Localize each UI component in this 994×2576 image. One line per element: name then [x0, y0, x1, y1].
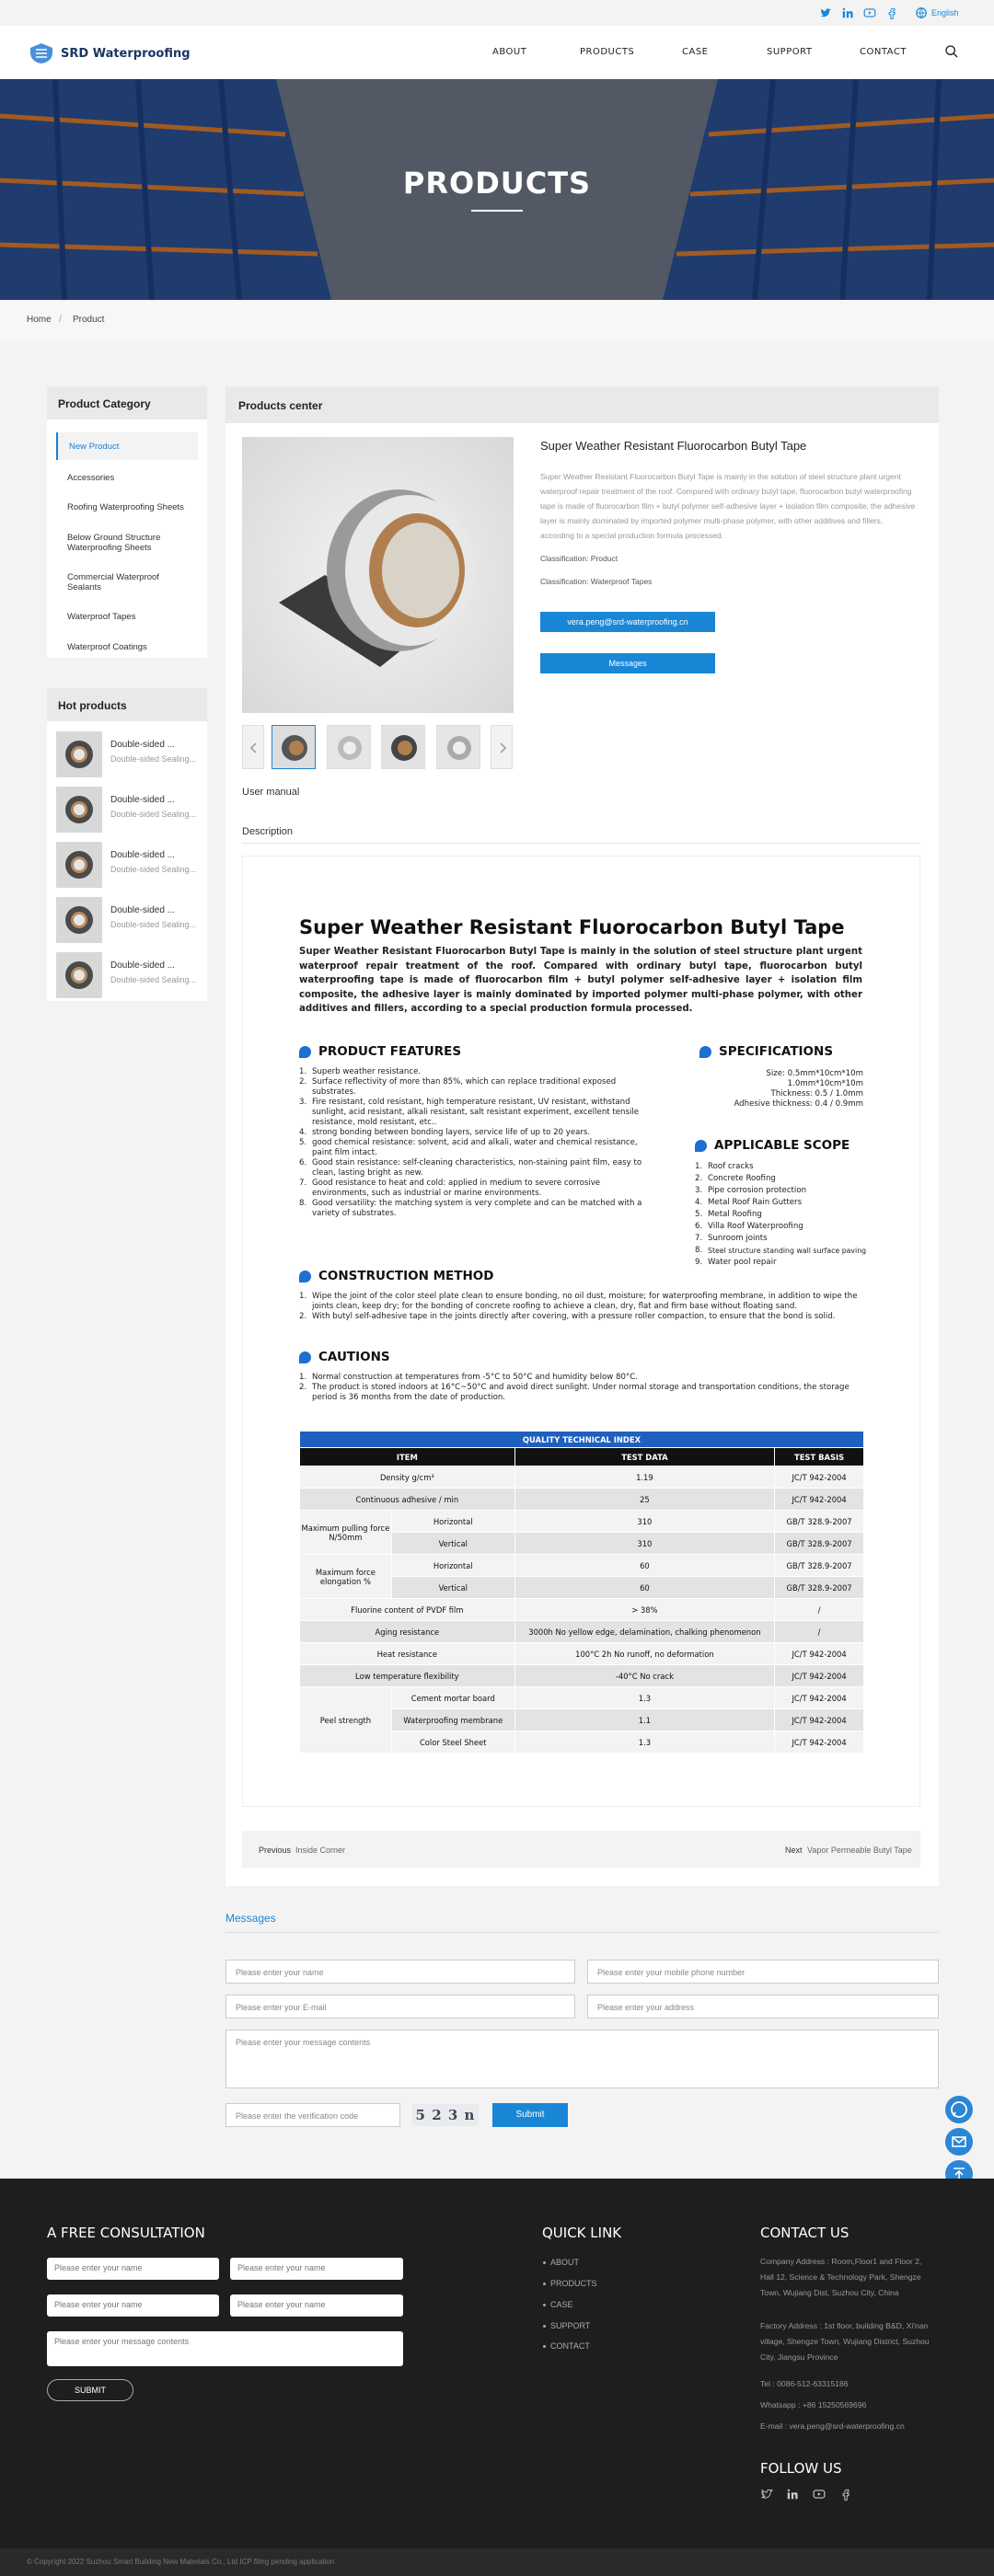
section-bullet-icon: [299, 1271, 311, 1282]
scope-text: Sunroom joints: [708, 1234, 768, 1243]
divider: [225, 1932, 939, 1933]
table-cell: JC/T 942-2004: [775, 1665, 864, 1687]
bullet: [543, 2261, 546, 2264]
table-cell: /: [775, 1621, 864, 1643]
table-cell: Cement mortar board: [391, 1687, 514, 1709]
top-bar: [0, 0, 994, 26]
feature-text: Good versatility: the matching system is very complete and can be matched with a variety of substrates.: [312, 1199, 642, 1218]
hot-product-name: Double-sided ...: [110, 795, 176, 805]
table-cell: Fluorine content of PVDF film: [300, 1599, 515, 1621]
thumbnail-3[interactable]: [381, 725, 425, 769]
table-cell: 25: [514, 1489, 774, 1511]
messages-title: Messages: [225, 1912, 276, 1925]
nav-case[interactable]: CASE: [682, 47, 709, 57]
whatsapp-float-button[interactable]: [945, 2096, 973, 2123]
scope-text: Roof cracks: [708, 1162, 754, 1171]
table-cell: GB/T 328.9-2007: [775, 1511, 864, 1533]
table-row: [300, 1665, 864, 1687]
list-item: 5. Metal Roofing: [695, 1210, 762, 1219]
list-item: 2. With butyl self-adhesive tape in the joints directly after covering, with a pressure roller compaction, to ensure that the bond is solid.: [299, 1312, 836, 1321]
caution-text: Normal construction at temperatures from -5°C to 50°C and humidity below 80°C.: [312, 1373, 638, 1382]
thumb-prev-button[interactable]: [242, 725, 264, 769]
twitter-icon[interactable]: [819, 6, 832, 19]
specs-list: [734, 1069, 863, 1110]
scope-title: APPLICABLE SCOPE: [714, 1138, 850, 1153]
footer-link-support[interactable]: SUPPORT: [550, 2321, 591, 2330]
hot-product-name: Double-sided ...: [110, 850, 176, 860]
hot-product-image: [56, 842, 102, 888]
products-center-title: Products center: [238, 399, 323, 412]
bullet: [543, 2325, 546, 2328]
construction-text: With butyl self-adhesive tape in the joints directly after covering, with a pressure roller compaction, to ensure that the bond is solid.: [312, 1312, 836, 1321]
spec-title: SPECIFICATIONS: [719, 1044, 834, 1059]
hot-product-name: Double-sided ...: [110, 960, 176, 971]
factory-address: Factory Address : 1st floor, building B&D, Xi'nan village, Shengze Town, Wujiang District, Suzhou City, Jiangsu Province: [760, 2321, 930, 2362]
footer-submit-button[interactable]: SUBMIT: [47, 2379, 133, 2401]
hot-product-item[interactable]: [56, 787, 198, 833]
prev-next-pager: [242, 1831, 920, 1868]
category-title: Product Category: [58, 397, 151, 410]
email-input[interactable]: Please enter your E-mail: [225, 1995, 575, 2018]
phone-input[interactable]: Please enter your mobile phone number: [587, 1960, 939, 1984]
hot-product-sub: Double-sided Sealing...: [110, 865, 197, 874]
contact-title: CONTACT US: [760, 2225, 850, 2241]
table-cell: GB/T 328.9-2007: [775, 1577, 864, 1599]
site-header: [0, 26, 994, 79]
table-cell: Vertical: [391, 1533, 514, 1555]
description-tab[interactable]: Description: [242, 826, 294, 837]
scope-list: [695, 1161, 879, 1269]
hot-product-image: [56, 897, 102, 943]
footer-link-products[interactable]: PRODUCTS: [550, 2279, 597, 2288]
cautions-title: CAUTIONS: [318, 1350, 390, 1364]
search-icon[interactable]: [944, 44, 959, 59]
table-cell: Maximum pulling force N/50mm: [300, 1511, 392, 1555]
category-new-product[interactable]: [56, 432, 198, 460]
table-cell: JC/T 942-2004: [775, 1466, 864, 1489]
whatsapp-icon: [945, 2096, 973, 2123]
table-cell: Horizontal: [391, 1511, 514, 1533]
thumb-next-button[interactable]: [491, 725, 513, 769]
message-textarea[interactable]: Please enter your message contents: [225, 2030, 939, 2088]
table-row: [300, 1466, 864, 1489]
footer-name-input-2[interactable]: Please enter your name: [230, 2258, 403, 2280]
list-item: 8. Steel structure standing wall surface paving: [695, 1246, 867, 1255]
bullet: [543, 2283, 546, 2285]
scope-text: Steel structure standing wall surface paving: [708, 1247, 867, 1255]
caution-text: The product is stored indoors at 16°C~50°C and avoid direct sunlight. Under normal storage and transportation conditions, the storage period is 36 months from the date of production.: [312, 1383, 850, 1402]
table-cell: Maximum force elongation %: [300, 1555, 392, 1599]
breadcrumb-current: Product: [73, 315, 105, 325]
language-link[interactable]: English: [931, 8, 959, 17]
cautions-list: [299, 1373, 862, 1403]
table-cell: JC/T 942-2004: [775, 1687, 864, 1709]
table-cell: 1.3: [514, 1687, 774, 1709]
spec-heading: [699, 1044, 833, 1059]
contact-whatsapp: Whatsapp : +86 15250569696: [760, 2400, 867, 2409]
feature-text: good chemical resistance: solvent, acid and alkali, water and chemical resistance, paint film intact.: [312, 1138, 638, 1157]
table-cell: Color Steel Sheet: [391, 1731, 514, 1754]
list-item: 2. Surface reflectivity of more than 85%, which can replace traditional exposed substrates.: [299, 1077, 649, 1098]
category-below-ground[interactable]: Below Ground Structure Waterproofing Sheets: [67, 533, 161, 553]
breadcrumb: [0, 300, 994, 340]
bullet: [543, 2304, 546, 2306]
breadcrumb-home[interactable]: Home: [27, 315, 52, 325]
list-item: 1. Normal construction at temperatures from -5°C to 50°C and humidity below 80°C.: [299, 1373, 638, 1382]
tech-index-table: [299, 1431, 864, 1754]
mail-icon: [945, 2128, 973, 2156]
feature-text: Good resistance to heat and cold: applied in medium to severe corrosive environments, such as industrial or marine environments.: [312, 1179, 601, 1198]
spec-item: 1.0mm*10cm*10m: [787, 1079, 863, 1088]
scope-text: Villa Roof Waterproofing: [708, 1222, 803, 1231]
doc-title: Super Weather Resistant Fluorocarbon Butyl Tape: [299, 916, 845, 938]
products-center-header: [225, 386, 939, 423]
hot-product-image: [56, 787, 102, 833]
table-cell: -40°C No crack: [514, 1665, 774, 1687]
scope-heading: [695, 1138, 850, 1153]
nav-products[interactable]: PRODUCTS: [580, 47, 635, 57]
hot-product-item[interactable]: [56, 842, 198, 888]
list-item: 2. Concrete Roofing: [695, 1174, 776, 1183]
table-row: [300, 1511, 864, 1533]
hot-product-item[interactable]: [56, 952, 198, 998]
list-item: 6. Good stain resistance: self-cleaning characteristics, non-staining paint film, easy to clean, lasting bright as new.: [299, 1158, 649, 1179]
features-heading: [299, 1044, 461, 1059]
list-item: 4. strong bonding between bonding layers, service life of up to 20 years.: [299, 1128, 591, 1137]
feature-text: strong bonding between bonding layers, service life of up to 20 years.: [312, 1128, 591, 1137]
next-link[interactable]: Vapor Permeable Butyl Tape: [807, 1846, 912, 1855]
scope-text: Pipe corrosion protection: [708, 1186, 807, 1195]
logo[interactable]: [29, 42, 191, 64]
footer-message-textarea[interactable]: Please enter your message contents: [47, 2331, 403, 2366]
copyright-bar: [0, 2548, 994, 2576]
category-header: [47, 386, 207, 420]
list-item: 7. Good resistance to heat and cold: applied in medium to severe corrosive environments, such as industrial or marine environments.: [299, 1179, 649, 1199]
captcha-image[interactable]: 5 2 3 n: [412, 2104, 479, 2126]
logo-text: SRD Waterproofing: [61, 46, 191, 61]
follow-title: FOLLOW US: [760, 2460, 842, 2477]
list-item: 7. Sunroom joints: [695, 1234, 768, 1243]
list-item: 8. Good versatility: the matching system is very complete and can be matched with a variety of substrates.: [299, 1199, 649, 1219]
table-cell: 60: [514, 1555, 774, 1577]
hot-product-name: Double-sided ...: [110, 740, 176, 750]
table-cell: 1.3: [514, 1731, 774, 1754]
hot-product-sub: Double-sided Sealing...: [110, 920, 197, 929]
table-cell: > 38%: [514, 1599, 774, 1621]
table-row: [300, 1643, 864, 1665]
table-cell: Heat resistance: [300, 1643, 515, 1665]
scope-text: Metal Roofing: [708, 1210, 762, 1219]
category-roofing[interactable]: Roofing Waterproofing Sheets: [67, 502, 184, 512]
divider: [242, 843, 920, 844]
company-address: Company Address : Room,Floor1 and Floor 2, Hall 12, Science & Technology Park, Shengze Town, Wujiang Dist, Suzhou City, China: [760, 2257, 922, 2297]
features-title: PRODUCT FEATURES: [318, 1044, 462, 1059]
classification-product: Classification: Product: [540, 554, 618, 563]
table-cell: Continuous adhesive / min: [300, 1489, 515, 1511]
category-tapes[interactable]: Waterproof Tapes: [67, 612, 136, 622]
category-accessories[interactable]: Accessories: [67, 473, 115, 483]
table-cell: JC/T 942-2004: [775, 1731, 864, 1754]
construction-heading: [299, 1269, 493, 1283]
table-cell: 310: [514, 1533, 774, 1555]
hot-product-image: [56, 731, 102, 777]
hero-banner: [0, 79, 994, 300]
table-cell: JC/T 942-2004: [775, 1489, 864, 1511]
section-bullet-icon: [695, 1140, 707, 1152]
site-footer: [0, 2179, 994, 2576]
nav-contact[interactable]: CONTACT: [860, 47, 907, 57]
table-cell: /: [775, 1599, 864, 1621]
table-cell: Aging resistance: [300, 1621, 515, 1643]
feature-text: Surface reflectivity of more than 85%, which can replace traditional exposed substrates.: [312, 1077, 617, 1097]
list-item: 3. Fire resistant, cold resistant, high temperature resistant, UV resistant, withstand sunlight, acid resistant, alkali resistant, salt resistant experiment, excellent tensile resistance, mold resistant, etc..: [299, 1098, 649, 1128]
table-header: TEST DATA: [514, 1448, 774, 1466]
table-cell: 1.19: [514, 1466, 774, 1489]
table-header: ITEM: [300, 1448, 515, 1466]
hot-product-item[interactable]: [56, 897, 198, 943]
table-cell: 310: [514, 1511, 774, 1533]
email-button[interactable]: vera.peng@srd-waterproofing.cn: [540, 612, 715, 632]
table-cell: Waterproofing membrane: [391, 1709, 514, 1731]
doc-intro: Super Weather Resistant Fluorocarbon Butyl Tape is mainly in the solution of steel structure plant urgent waterproof repair treatment of the roof. Compared with ordinary butyl tape, fluorocarbon butyl waterproofing tape is made of fluorocarbon film + butyl polymer self-adhesive layer + isolation film composite, the adhesive layer is mainly dominated by imported polymer multi-phase polymer, with other additives and fillers, according to a special production formula processed.: [299, 947, 862, 1014]
logo-icon: [29, 42, 53, 64]
table-row: [300, 1621, 864, 1643]
category-label: New Product: [69, 442, 120, 452]
product-description: Super Weather Resistant Fluorocarbon Butyl Tape is mainly in the solution of steel structure plant urgent waterproof repair treatment of the roof. Compared with ordinary butyl tape, fluorocarbon butyl waterproofing tape is made of fluorocarbon film + butyl polymer self-adhesive layer + isolation film composite, the adhesive layer is mainly dominated by imported polymer multi-phase polymer, with other additives and fillers, according to a special production formula processed.: [540, 472, 916, 540]
submit-button[interactable]: Submit: [492, 2103, 568, 2127]
spec-item: Size: 0.5mm*10cm*10m: [766, 1069, 863, 1078]
product-main-image[interactable]: [242, 437, 514, 713]
hot-product-image: [56, 952, 102, 998]
twitter-icon[interactable]: [760, 2488, 773, 2501]
construction-text: Wipe the joint of the color steel plate clean to ensure bonding, no oil dust, moisture; for waterproofing membrane, in addition to wipe the joints clean, keep dry; for the bonding of concrete roofing to achieve a clean, dry, flat and firm base without floating sand.: [312, 1292, 858, 1311]
hot-product-sub: Double-sided Sealing...: [110, 810, 197, 819]
list-item: 2. The product is stored indoors at 16°C~50°C and avoid direct sunlight. Under normal storage and transportation conditions, the storage period is 36 months from the date of production.: [299, 1383, 862, 1403]
product-title: Super Weather Resistant Fluorocarbon Butyl Tape: [540, 439, 807, 453]
features-list: [299, 1067, 649, 1219]
category-sealants[interactable]: Commercial Waterproof Sealants: [67, 572, 159, 592]
linkedin-icon[interactable]: [841, 6, 854, 19]
hero-title: PRODUCTS: [402, 166, 592, 201]
table-cell: JC/T 942-2004: [775, 1643, 864, 1665]
table-row: [300, 1687, 864, 1709]
feature-text: Superb weather resistance.: [312, 1067, 422, 1076]
construction-list: [299, 1292, 862, 1322]
scope-text: Concrete Roofing: [708, 1174, 776, 1183]
hot-product-name: Double-sided ...: [110, 905, 176, 915]
email-float-button[interactable]: [945, 2128, 973, 2156]
table-cell: Low temperature flexibility: [300, 1665, 515, 1687]
list-item: 4. Metal Roof Rain Gutters: [695, 1198, 803, 1207]
verification-input[interactable]: Please enter the verification code: [225, 2103, 400, 2127]
footer-link-about[interactable]: ABOUT: [550, 2258, 580, 2267]
prev-link[interactable]: Inside Corner: [295, 1846, 346, 1855]
table-row: [300, 1555, 864, 1577]
section-bullet-icon: [699, 1046, 711, 1058]
list-item: 1. Superb weather resistance.: [299, 1067, 422, 1076]
table-row: [300, 1489, 864, 1511]
hot-title: Hot products: [58, 699, 127, 712]
list-item: 5. good chemical resistance: solvent, acid and alkali, water and chemical resistance, paint film intact.: [299, 1138, 649, 1158]
footer-name-input-4[interactable]: Please enter your name: [230, 2294, 403, 2317]
next-label: Next: [785, 1846, 803, 1855]
table-cell: GB/T 328.9-2007: [775, 1555, 864, 1577]
copyright-text: © Copyright 2022 Suzhou Smart Building New Materials Co., Ltd ICP filing pending application: [27, 2558, 335, 2566]
table-cell: 100°C 2h No runoff, no deformation: [514, 1643, 774, 1665]
category-coatings[interactable]: Waterproof Coatings: [67, 642, 147, 652]
user-manual-tab[interactable]: User manual: [242, 787, 300, 798]
hot-product-sub: Double-sided Sealing...: [110, 754, 197, 764]
youtube-icon[interactable]: [863, 6, 876, 19]
scope-text: Metal Roof Rain Gutters: [708, 1198, 803, 1207]
construction-title: CONSTRUCTION METHOD: [318, 1269, 494, 1283]
list-item: 6. Villa Roof Waterproofing: [695, 1222, 803, 1231]
hot-product-item[interactable]: [56, 731, 198, 777]
facebook-icon[interactable]: [885, 6, 898, 19]
prev-label: Previous: [259, 1846, 292, 1855]
scope-text: Water pool repair: [708, 1258, 777, 1267]
feature-text: Good stain resistance: self-cleaning characteristics, non-staining paint film, easy to clean, lasting bright as new.: [312, 1158, 642, 1178]
hero-divider: [471, 210, 523, 212]
spec-item: Adhesive thickness: 0.4 / 0.9mm: [734, 1099, 863, 1109]
quick-link-title: QUICK LINK: [542, 2225, 622, 2241]
table-cell: JC/T 942-2004: [775, 1709, 864, 1731]
facebook-icon[interactable]: [839, 2488, 852, 2501]
table-row: [300, 1599, 864, 1621]
footer-name-input[interactable]: Please enter your name: [47, 2258, 219, 2280]
hot-header: [47, 688, 207, 721]
hot-product-sub: Double-sided Sealing...: [110, 975, 197, 984]
footer-link-contact[interactable]: CONTACT: [550, 2341, 590, 2351]
list-item: 1. Roof cracks: [695, 1162, 754, 1171]
table-cell: 3000h No yellow edge, delamination, chalking phenomenon: [514, 1621, 774, 1643]
name-input[interactable]: Please enter your name: [225, 1960, 575, 1984]
breadcrumb-separator: /: [59, 315, 62, 325]
table-header: TEST BASIS: [775, 1448, 864, 1466]
list-item: 3. Pipe corrosion protection: [695, 1186, 807, 1195]
table-cell: Vertical: [391, 1577, 514, 1599]
address-input[interactable]: Please enter your address: [587, 1995, 939, 2018]
bullet: [543, 2345, 546, 2348]
nav-about[interactable]: ABOUT: [492, 47, 527, 57]
messages-button[interactable]: Messages: [540, 653, 715, 673]
globe-icon[interactable]: [915, 6, 928, 19]
footer-name-input-3[interactable]: Please enter your name: [47, 2294, 219, 2317]
contact-email[interactable]: E-mail : vera.peng@srd-waterproofing.cn: [760, 2421, 905, 2431]
section-bullet-icon: [299, 1046, 311, 1058]
feature-text: Fire resistant, cold resistant, high temperature resistant, UV resistant, withstand sunlight, acid resistant, alkali resistant, salt resistant experiment, excellent tensile resistance, mold resistant, etc..: [312, 1098, 640, 1127]
footer-link-case[interactable]: CASE: [550, 2300, 573, 2309]
section-bullet-icon: [299, 1351, 311, 1363]
table-cell: 60: [514, 1577, 774, 1599]
linkedin-icon[interactable]: [786, 2488, 799, 2501]
list-item: 1. Wipe the joint of the color steel plate clean to ensure bonding, no oil dust, moisture; for waterproofing membrane, in addition to wipe the joints clean, keep dry; for the bonding of concrete roofing to achieve a clean, dry, flat and firm base without floating sand.: [299, 1292, 862, 1312]
cautions-heading: [299, 1350, 390, 1364]
thumbnail-2[interactable]: [327, 725, 371, 769]
table-cell: 1.1: [514, 1709, 774, 1731]
spec-item: Thickness: 0.5 / 1.0mm: [770, 1089, 863, 1098]
youtube-icon[interactable]: [813, 2488, 826, 2501]
thumbnail-4[interactable]: [436, 725, 480, 769]
nav-support[interactable]: SUPPORT: [767, 47, 813, 57]
consult-title: A FREE CONSULTATION: [47, 2225, 205, 2241]
table-title: QUALITY TECHNICAL INDEX: [300, 1432, 864, 1448]
table-cell: Peel strength: [300, 1687, 392, 1754]
list-item: 9. Water pool repair: [695, 1258, 777, 1267]
contact-tel: Tel : 0086-512-63315186: [760, 2379, 849, 2388]
table-cell: GB/T 328.9-2007: [775, 1533, 864, 1555]
classification-category: Classification: Waterproof Tapes: [540, 577, 653, 586]
table-cell: Horizontal: [391, 1555, 514, 1577]
table-cell: Density g/cm³: [300, 1466, 515, 1489]
thumbnail-1[interactable]: [272, 725, 316, 769]
